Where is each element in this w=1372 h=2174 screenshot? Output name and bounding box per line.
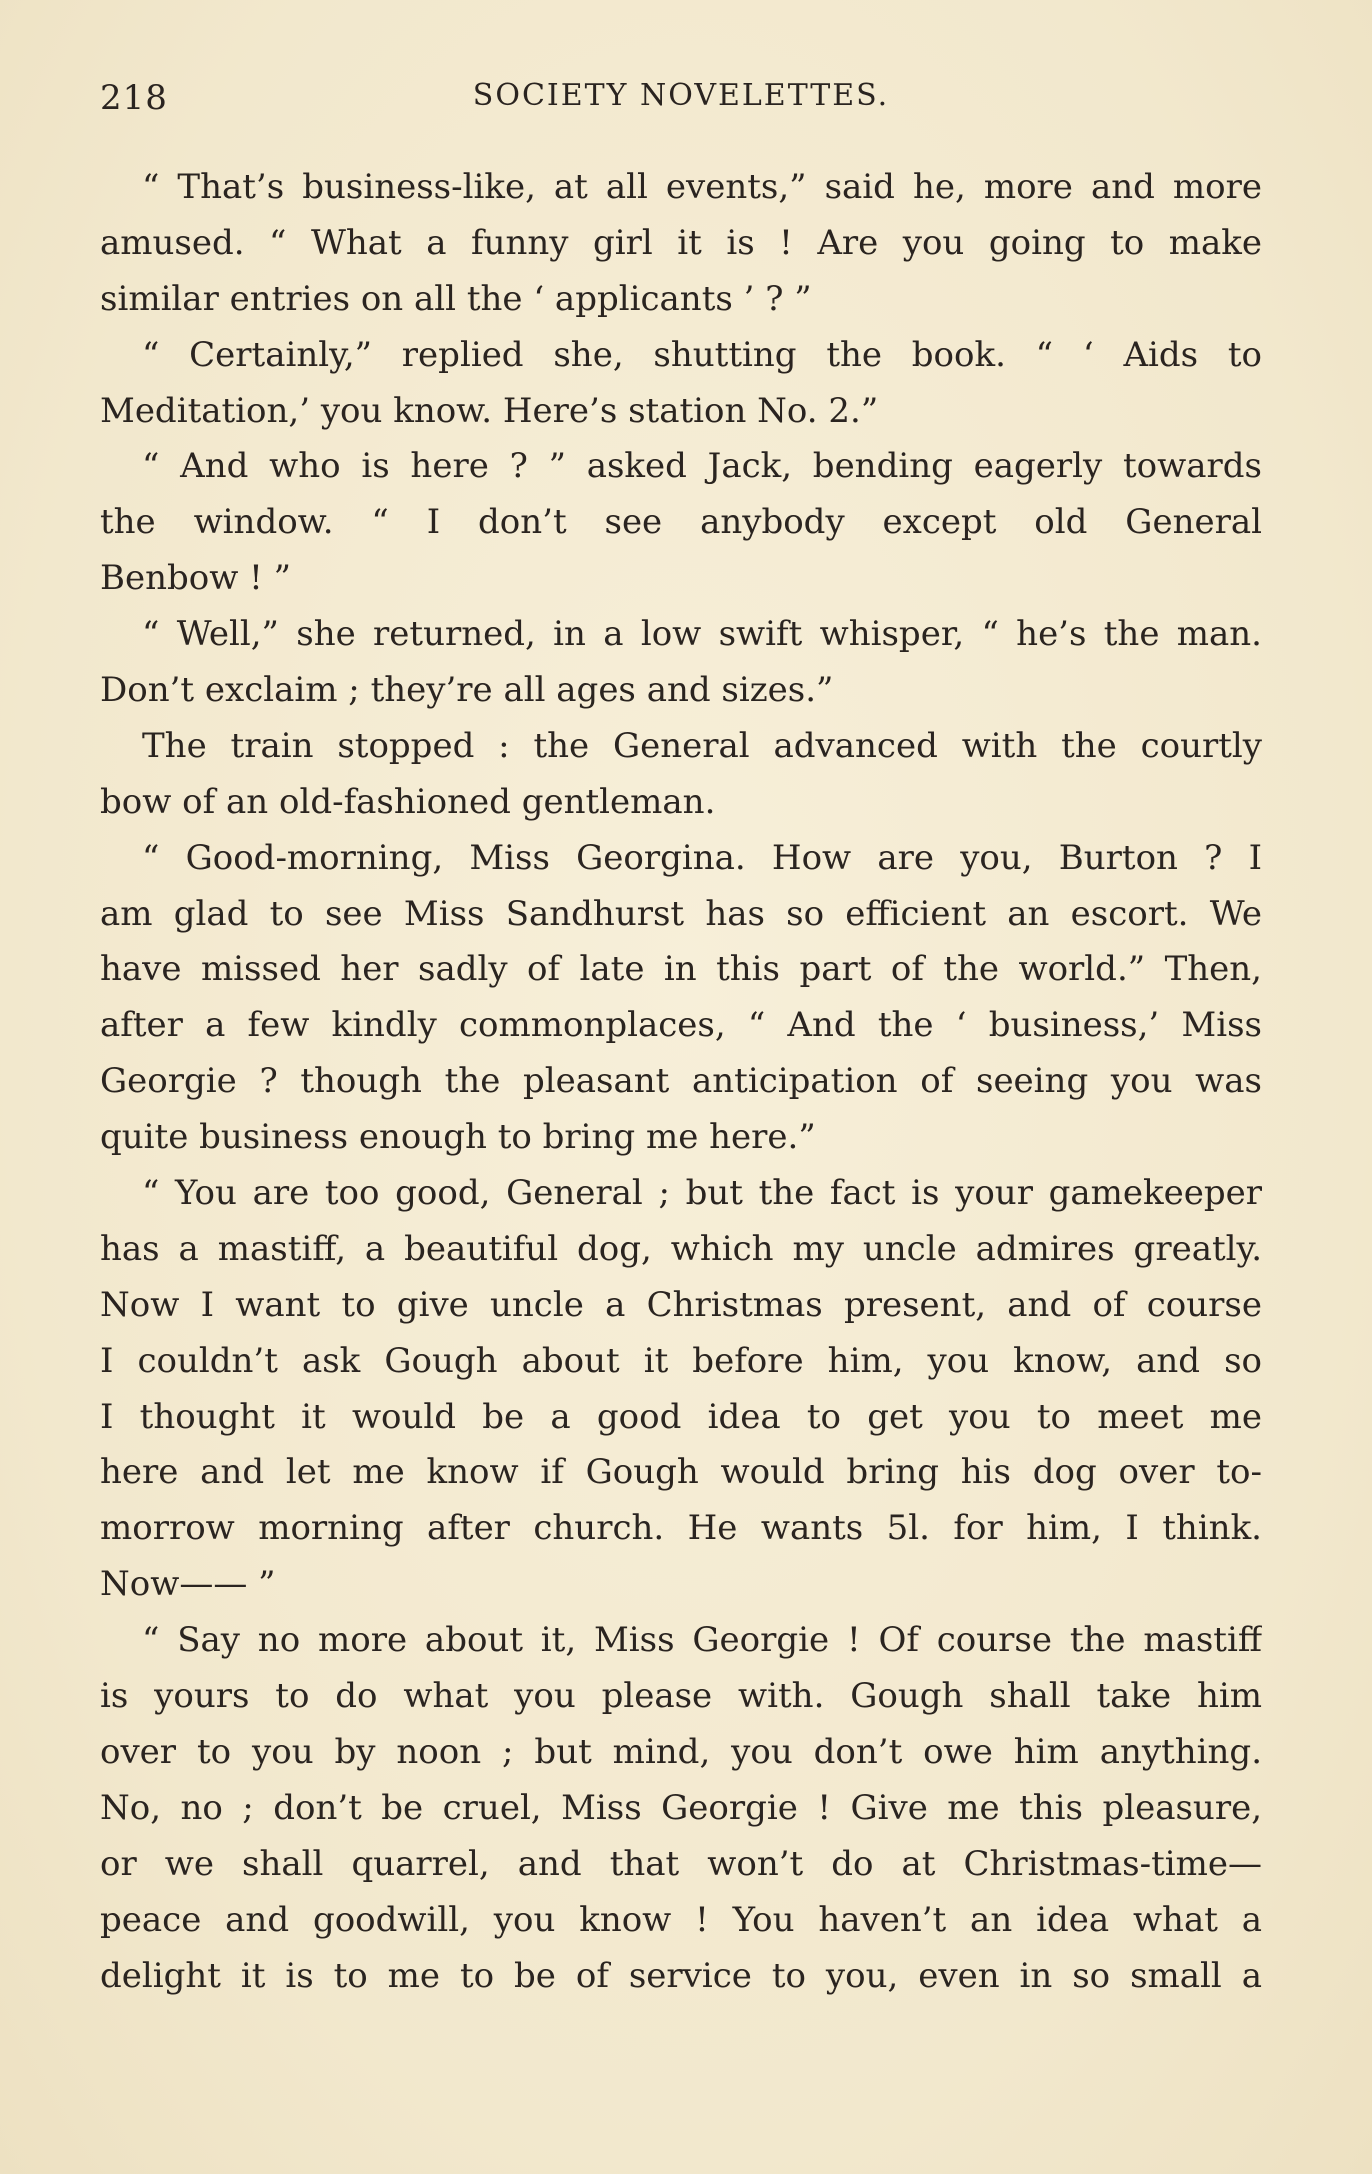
text-line: here and let me know if Gough would bring his dog over to- — [100, 1452, 1262, 1493]
text-line: has a mastiff, a beautiful dog, which my uncle admires greatly. — [100, 1228, 1262, 1269]
text-line: Now I want to give uncle a Christmas present, and of course — [100, 1284, 1262, 1325]
text-line: over to you by noon ; but mind, you don’t owe him anything. — [100, 1731, 1262, 1772]
text-line: I couldn’t ask Gough about it before him, you know, and so — [100, 1340, 1262, 1381]
text-line: Georgie ? though the pleasant anticipation of seeing you was — [100, 1061, 1262, 1102]
text-line: Meditation,’ you know. Here’s station No. 2.” — [100, 390, 879, 431]
text-line: quite business enough to bring me here.” — [100, 1117, 816, 1158]
text-line: is yours to do what you please with. Gough shall take him — [100, 1676, 1262, 1717]
page-header — [100, 78, 1262, 128]
text-line: “ Well,” she returned, in a low swift whisper, “ he’s the man. — [142, 614, 1262, 655]
text-line: delight it is to me to be of service to you, even in so small a — [100, 1955, 1262, 1996]
text-line: No, no ; don’t be cruel, Miss Georgie ! Give me this pleasure, — [100, 1787, 1262, 1828]
text-line: Benbow ! ” — [100, 558, 292, 599]
text-line: morrow morning after church. He wants 5l. for him, I think. — [100, 1508, 1262, 1549]
text-line: similar entries on all the ‘ applicants ’ ? ” — [100, 278, 812, 319]
text-line: am glad to see Miss Sandhurst has so efficient an escort. We — [100, 893, 1262, 934]
text-line: Now—— ” — [100, 1564, 276, 1605]
text-line: “ Say no more about it, Miss Georgie ! Of course the mastiff — [142, 1620, 1262, 1661]
text-line: “ Certainly,” replied she, shutting the book. “ ‘ Aids to — [142, 334, 1262, 375]
text-line: “ And who is here ? ” asked Jack, bending eagerly towards — [142, 446, 1262, 487]
text-line: amused. “ What a funny girl it is ! Are you going to make — [100, 222, 1262, 263]
text-line: have missed her sadly of late in this part of the world.” Then, — [100, 949, 1262, 990]
text-line: after a few kindly commonplaces, “ And the ‘ business,’ Miss — [100, 1005, 1262, 1046]
text-line: The train stopped : the General advanced with the courtly — [142, 725, 1262, 766]
text-line: “ That’s business-like, at all events,” said he, more and more — [142, 167, 1262, 207]
text-line: peace and goodwill, you know ! You haven’t an idea what a — [100, 1899, 1262, 1940]
text-line: the window. “ I don’t see anybody except old General — [100, 502, 1262, 543]
text-line: “ You are too good, General ; but the fact is your gamekeeper — [142, 1173, 1262, 1214]
text-line: or we shall quarrel, and that won’t do at Christmas-time— — [100, 1843, 1262, 1884]
text-line: “ Good-morning, Miss Georgina. How are you, Burton ? I — [142, 837, 1262, 878]
running-title: SOCIETY NOVELETTES. — [472, 78, 890, 113]
text-line: bow of an old-fashioned gentleman. — [100, 781, 716, 822]
page-number: 218 — [100, 78, 168, 118]
body-text — [100, 160, 1262, 2004]
text-line: Don’t exclaim ; they’re all ages and sizes.” — [100, 670, 834, 711]
text-line: I thought it would be a good idea to get you to meet me — [100, 1396, 1262, 1437]
